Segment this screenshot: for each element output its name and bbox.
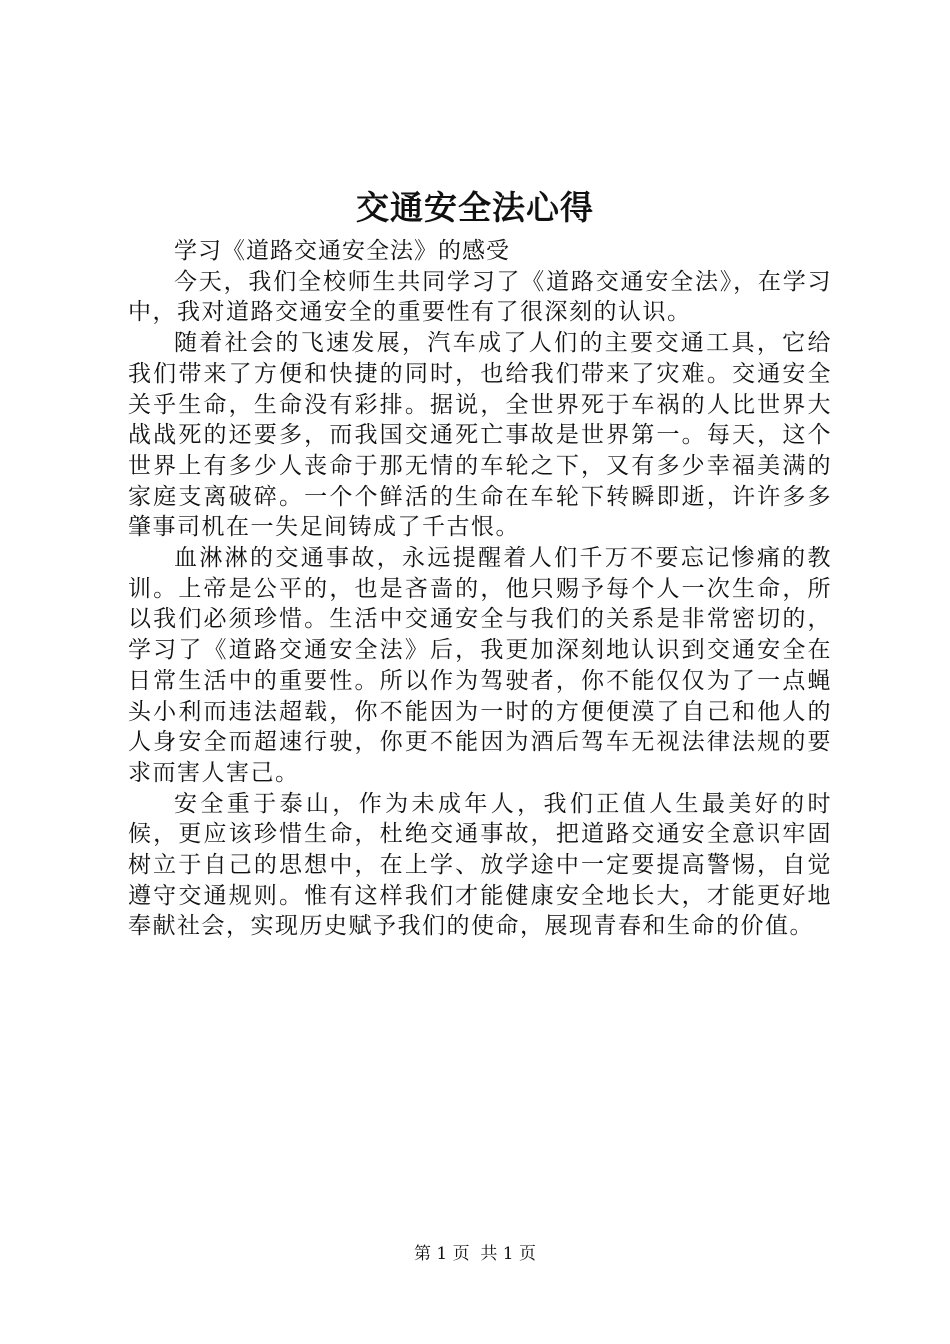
document-subtitle: 学习《道路交通安全法》的感受 [174,238,510,264]
page-number-footer: 第 1 页 共 1 页 [413,1244,537,1264]
paragraph-4: 安全重于泰山，作为未成年人，我们正值人生最美好的时候，更应该珍惜生命，杜绝交通事故，把道路交通安全意识牢固树立于自己的思想中，在上学、放学途中一定要提高警惕，自觉遵守交通规则。惟有这样我们才能健康安全地长大，才能更好地奉献社会，实现历史赋予我们的使命，展现青春和生命的价值。 [128,790,832,940]
paragraph-1: 今天，我们全校师生共同学习了《道路交通安全法》，在学习中，我对道路交通安全的重要性有了很深刻的认识。 [128,268,832,326]
document-title: 交通安全法心得 [356,188,594,227]
paragraph-3: 血淋淋的交通事故，永远提醒着人们千万不要忘记惨痛的教训。上帝是公平的，也是吝啬的，他只赐予每个人一次生命，所以我们必须珍惜。生活中交通安全与我们的关系是非常密切的，学习了《道路交通安全法》后，我更加深刻地认识到交通安全在日常生活中的重要性。所以作为驾驶者，你不能仅仅为了一点蝇头小利而违法超载，你不能因为一时的方便便漠了自己和他人的人身安全而超速行驶，你更不能因为酒后驾车无视法律法规的要求而害人害己。 [128,545,832,786]
paragraph-2: 随着社会的飞速发展，汽车成了人们的主要交通工具，它给我们带来了方便和快捷的同时，也给我们带来了灾难。交通安全关乎生命，生命没有彩排。据说，全世界死于车祸的人比世界大战战死的还要多，而我国交通死亡事故是世界第一。每天，这个世界上有多少人丧命于那无情的车轮之下，又有多少幸福美满的家庭支离破碎。一个个鲜活的生命在车轮下转瞬即逝，许许多多肇事司机在一失足间铸成了千古恨。 [128,330,832,541]
document-body [128,236,832,942]
